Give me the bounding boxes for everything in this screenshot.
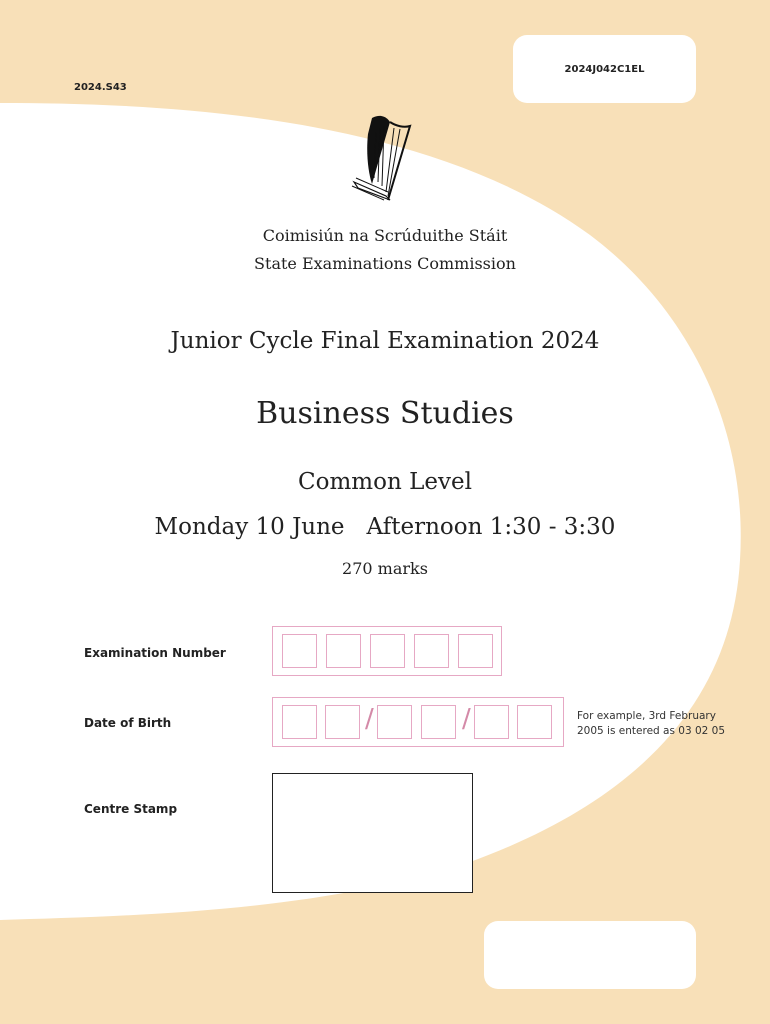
dob-field[interactable] — [272, 697, 564, 747]
paper-id: 2024J042C1EL — [564, 64, 645, 75]
exam-day: Monday 10 June — [154, 514, 345, 540]
dob-digit[interactable] — [282, 705, 317, 739]
dob-label: Date of Birth — [84, 716, 172, 730]
total-marks: 270 marks — [342, 559, 428, 578]
dob-digit[interactable] — [421, 705, 456, 739]
dob-separator: / — [365, 704, 374, 734]
subject-title: Business Studies — [256, 396, 514, 431]
centre-stamp-box — [272, 773, 473, 893]
harp-icon — [350, 112, 422, 204]
exam-number-digit[interactable] — [326, 634, 361, 668]
dob-example-line-2: 2005 is entered as 03 02 05 — [577, 725, 726, 737]
exam-number-digit[interactable] — [282, 634, 317, 668]
exam-title: Junior Cycle Final Examination 2024 — [170, 328, 600, 354]
dob-example-line-1: For example, 3rd February — [577, 710, 716, 722]
exam-number-label: Examination Number — [84, 646, 226, 660]
dob-digit[interactable] — [377, 705, 412, 739]
exam-session: Afternoon 1:30 - 3:30 — [366, 514, 616, 540]
exam-number-digit[interactable] — [414, 634, 449, 668]
exam-level: Common Level — [298, 469, 472, 495]
dob-digit[interactable] — [474, 705, 509, 739]
commission-name-irish: Coimisiún na Scrúduithe Stáit — [262, 226, 508, 245]
exam-date-time — [0, 514, 770, 540]
dob-example — [577, 709, 725, 739]
exam-number-digit[interactable] — [370, 634, 405, 668]
dob-separator: / — [462, 704, 471, 734]
dob-digit[interactable] — [517, 705, 552, 739]
exam-number-field[interactable] — [272, 626, 502, 676]
exam-number-digit[interactable] — [458, 634, 493, 668]
paper-code: 2024.S43 — [74, 82, 127, 93]
centre-stamp-label: Centre Stamp — [84, 802, 178, 816]
commission-name-english: State Examinations Commission — [254, 254, 516, 273]
paper-id-box — [513, 35, 696, 103]
dob-digit[interactable] — [325, 705, 360, 739]
blank-box — [484, 921, 696, 989]
